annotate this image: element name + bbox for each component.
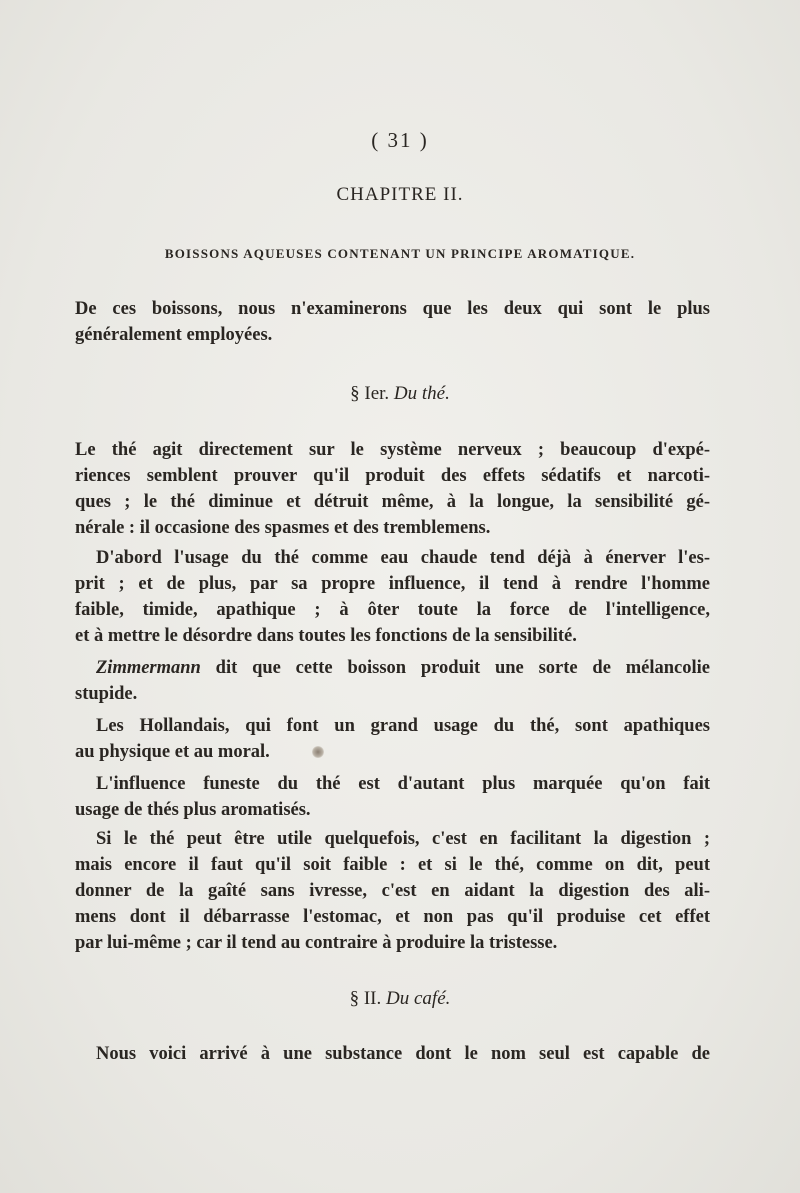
chapter-title: CHAPITRE II. (336, 184, 464, 205)
paragraph-6-line-2: mais encore il faut qu'il soit faible : et si le thé, comme on dit, peut (75, 855, 710, 875)
section-title: Du café. (386, 988, 451, 1009)
paragraph-5-line-1: L'influence funeste du thé est d'autant plus marquée qu'on fait (96, 774, 710, 794)
paragraph-3-line-1 (96, 656, 710, 682)
paragraph-6-line-1: Si le thé peut être utile quelquefois, c'est en facilitant la digestion ; (96, 829, 710, 849)
page-number: ( 31 ) (371, 128, 429, 152)
paragraph-6-line-3: donner de la gaîté sans ivresse, c'est en aidant la digestion des ali- (75, 881, 710, 901)
intro-line-2: généralement employées. (75, 325, 273, 345)
author-name: Zimmermann (96, 658, 201, 678)
paragraph-1-line-3: ques ; le thé diminue et détruit même, à la longue, la sensibilité gé- (75, 492, 710, 512)
paragraph-7-line-1: Nous voici arrivé à une substance dont le nom seul est capable de (96, 1044, 710, 1064)
ink-stain (312, 746, 324, 758)
paragraph-2-line-2: prit ; et de plus, par sa propre influence, il tend à rendre l'homme (75, 574, 710, 594)
intro-line-1: De ces boissons, nous n'examinerons que les deux qui sont le plus (75, 299, 710, 319)
section-mark: § II. (349, 988, 382, 1009)
paragraph-1-line-4: nérale : il occasione des spasmes et des tremblemens. (75, 518, 491, 538)
section-heading-the (0, 383, 800, 405)
section-heading-cafe (0, 988, 800, 1010)
section-mark: § Ier. (350, 383, 390, 404)
paragraph-3-line-1-rest: dit que cette boisson produit une sorte de mélancolie (200, 658, 710, 678)
chapter-subtitle: BOISSONS AQUEUSES CONTENANT UN PRINCIPE AROMATIQUE. (164, 246, 636, 261)
paragraph-6-line-5: par lui-même ; car il tend au contraire à produire la tristesse. (75, 933, 558, 953)
paragraph-2-line-1: D'abord l'usage du thé comme eau chaude tend déjà à énerver l'es- (96, 548, 710, 568)
paragraph-2-line-3: faible, timide, apathique ; à ôter toute la force de l'intelligence, (75, 600, 710, 620)
paragraph-1-line-1: Le thé agit directement sur le système nerveux ; beaucoup d'expé- (75, 440, 710, 460)
paragraph-3-line-2: stupide. (75, 684, 138, 704)
section-title: Du thé. (393, 383, 450, 404)
paragraph-4-line-2: au physique et au moral. (75, 742, 270, 762)
paragraph-2-line-4: et à mettre le désordre dans toutes les fonctions de la sensibilité. (75, 626, 577, 646)
paragraph-5-line-2: usage de thés plus aromatisés. (75, 800, 311, 820)
paragraph-6-line-4: mens dont il débarrasse l'estomac, et non pas qu'il produise cet effet (75, 907, 710, 927)
paragraph-1-line-2: riences semblent prouver qu'il produit des effets sédatifs et narcoti- (75, 466, 710, 486)
paragraph-4-line-1: Les Hollandais, qui font un grand usage du thé, sont apathiques (96, 716, 710, 736)
